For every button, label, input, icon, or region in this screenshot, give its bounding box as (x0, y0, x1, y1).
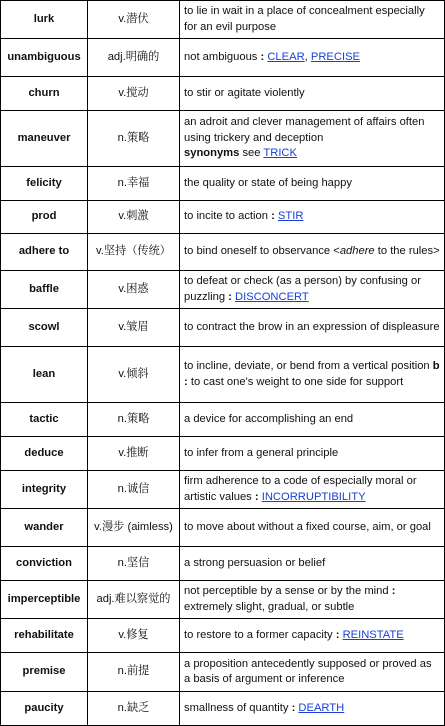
definition-text: to bind oneself to observance < (184, 245, 340, 258)
pos-cell: v.推断 (88, 437, 180, 471)
table-row (1, 347, 445, 403)
table-row (1, 271, 445, 309)
pos-cell: n.诚信 (88, 471, 180, 509)
italic-example: adhere (339, 245, 375, 258)
colon-text: : (391, 585, 396, 597)
synonym-link-clear[interactable]: CLEAR (267, 50, 305, 63)
pos-cell: adj.明确的 (88, 39, 180, 77)
definition-text: to incite to action (184, 210, 272, 223)
definition-cell: to stir or agitate violently (180, 77, 445, 111)
word-cell: imperceptible (1, 581, 88, 619)
pos-cell: n.幸福 (88, 167, 180, 201)
definition-cell (180, 619, 445, 653)
definition-cell: to infer from a general principle (180, 437, 445, 471)
see-text: see (239, 147, 264, 160)
table-row (1, 1, 445, 39)
word-cell: integrity (1, 471, 88, 509)
word-cell: lean (1, 347, 88, 403)
definition-cell (180, 111, 445, 167)
table-row (1, 234, 445, 271)
word-cell: churn (1, 77, 88, 111)
word-cell: felicity (1, 167, 88, 201)
table-row (1, 437, 445, 471)
pos-cell: v.漫步 (aimless) (88, 509, 180, 547)
synonym-link-dearth[interactable]: DEARTH (298, 701, 345, 714)
pos-cell: n.策略 (88, 111, 180, 167)
definition-tail: to the rules> (374, 245, 440, 258)
table-row (1, 653, 445, 692)
pos-cell: v.修复 (88, 619, 180, 653)
definition-cell (180, 692, 445, 726)
table-row (1, 111, 445, 167)
definition-tail: extremely slight, gradual, or subtle (184, 600, 355, 613)
definition-text: to restore to a former capacity (184, 628, 336, 641)
definition-text: smallness of quantity (184, 701, 292, 714)
word-cell: wander (1, 509, 88, 547)
definition-cell: a device for accomplishing an end (180, 403, 445, 437)
word-cell: unambiguous (1, 39, 88, 77)
colon-text: : (254, 490, 259, 503)
colon-text: : (335, 628, 340, 641)
word-cell: paucity (1, 692, 88, 726)
separator-text: , (304, 50, 311, 63)
definition-text: an adroit and clever management of affairs often using trickery and deception (184, 116, 425, 144)
colon-text: : (291, 701, 296, 714)
pos-cell: v.潜伏 (88, 1, 180, 39)
word-cell: rehabilitate (1, 619, 88, 653)
table-row (1, 309, 445, 347)
sense-b-label: b : (184, 360, 440, 388)
definition-cell (180, 39, 445, 77)
pos-cell: n.策略 (88, 403, 180, 437)
table-row (1, 403, 445, 437)
synonym-link-trick[interactable]: TRICK (263, 147, 297, 160)
synonym-link-precise[interactable]: PRECISE (310, 50, 360, 63)
table-row (1, 201, 445, 234)
table-row (1, 581, 445, 619)
table-row (1, 509, 445, 547)
definition-text: to incline, deviate, or bend from a vertical position (184, 360, 433, 372)
pos-cell: n.缺乏 (88, 692, 180, 726)
word-cell: adhere to (1, 234, 88, 271)
definition-text: to defeat or check (as a person) by confusing or puzzling (184, 275, 421, 303)
table-row (1, 77, 445, 111)
pos-cell: adj.难以察觉的 (88, 581, 180, 619)
definition-cell: a strong persuasion or belief (180, 547, 445, 581)
word-cell: scowl (1, 309, 88, 347)
definition-cell: a proposition antecedently supposed or proved as a basis of argument or inference (180, 653, 445, 692)
synonym-link-incorruptibility[interactable]: INCORRUPTIBILITY (261, 490, 366, 503)
word-cell: premise (1, 653, 88, 692)
word-cell: baffle (1, 271, 88, 309)
pos-cell: v.刺激 (88, 201, 180, 234)
synonym-link-stir[interactable]: STIR (277, 210, 304, 223)
word-cell: tactic (1, 403, 88, 437)
table-row (1, 39, 445, 77)
definition-cell (180, 347, 445, 403)
word-cell: conviction (1, 547, 88, 581)
definition-cell: to contract the brow in an expression of displeasure (180, 309, 445, 347)
table-row (1, 167, 445, 201)
word-cell: maneuver (1, 111, 88, 167)
definition-cell: to move about without a fixed course, aim, or goal (180, 509, 445, 547)
pos-cell: v.搅动 (88, 77, 180, 111)
colon-text: : (260, 50, 265, 63)
pos-cell: n.坚信 (88, 547, 180, 581)
synonym-link-reinstate[interactable]: REINSTATE (342, 628, 404, 641)
definition-text: firm adherence to a code of especially moral or artistic values (184, 475, 417, 503)
table-row (1, 619, 445, 653)
definition-cell: to lie in wait in a place of concealment especially for an evil purpose (180, 1, 445, 39)
definition-cell: the quality or state of being happy (180, 167, 445, 201)
definition-cell (180, 471, 445, 509)
definition-text: not perceptible by a sense or by the mind (184, 585, 392, 597)
table-row (1, 547, 445, 581)
word-cell: lurk (1, 1, 88, 39)
pos-cell: v.坚持（传统） (88, 234, 180, 271)
definition-cell (180, 201, 445, 234)
definition-cell (180, 581, 445, 619)
table-row (1, 692, 445, 726)
word-cell: deduce (1, 437, 88, 471)
colon-text: : (228, 290, 232, 303)
table-row (1, 471, 445, 509)
pos-cell: v.困惑 (88, 271, 180, 309)
colon-text: : (271, 210, 275, 223)
definition-text: not ambiguous (184, 50, 261, 63)
definition-cell (180, 234, 445, 271)
word-cell: prod (1, 201, 88, 234)
pos-cell: v.皱眉 (88, 309, 180, 347)
definition-cell (180, 271, 445, 309)
synonyms-label: synonyms (184, 147, 240, 160)
definition-tail: to cast one's weight to one side for support (187, 375, 404, 388)
pos-cell: n.前提 (88, 653, 180, 692)
pos-cell: v.倾斜 (88, 347, 180, 403)
synonym-link-disconcert[interactable]: DISCONCERT (235, 290, 309, 303)
